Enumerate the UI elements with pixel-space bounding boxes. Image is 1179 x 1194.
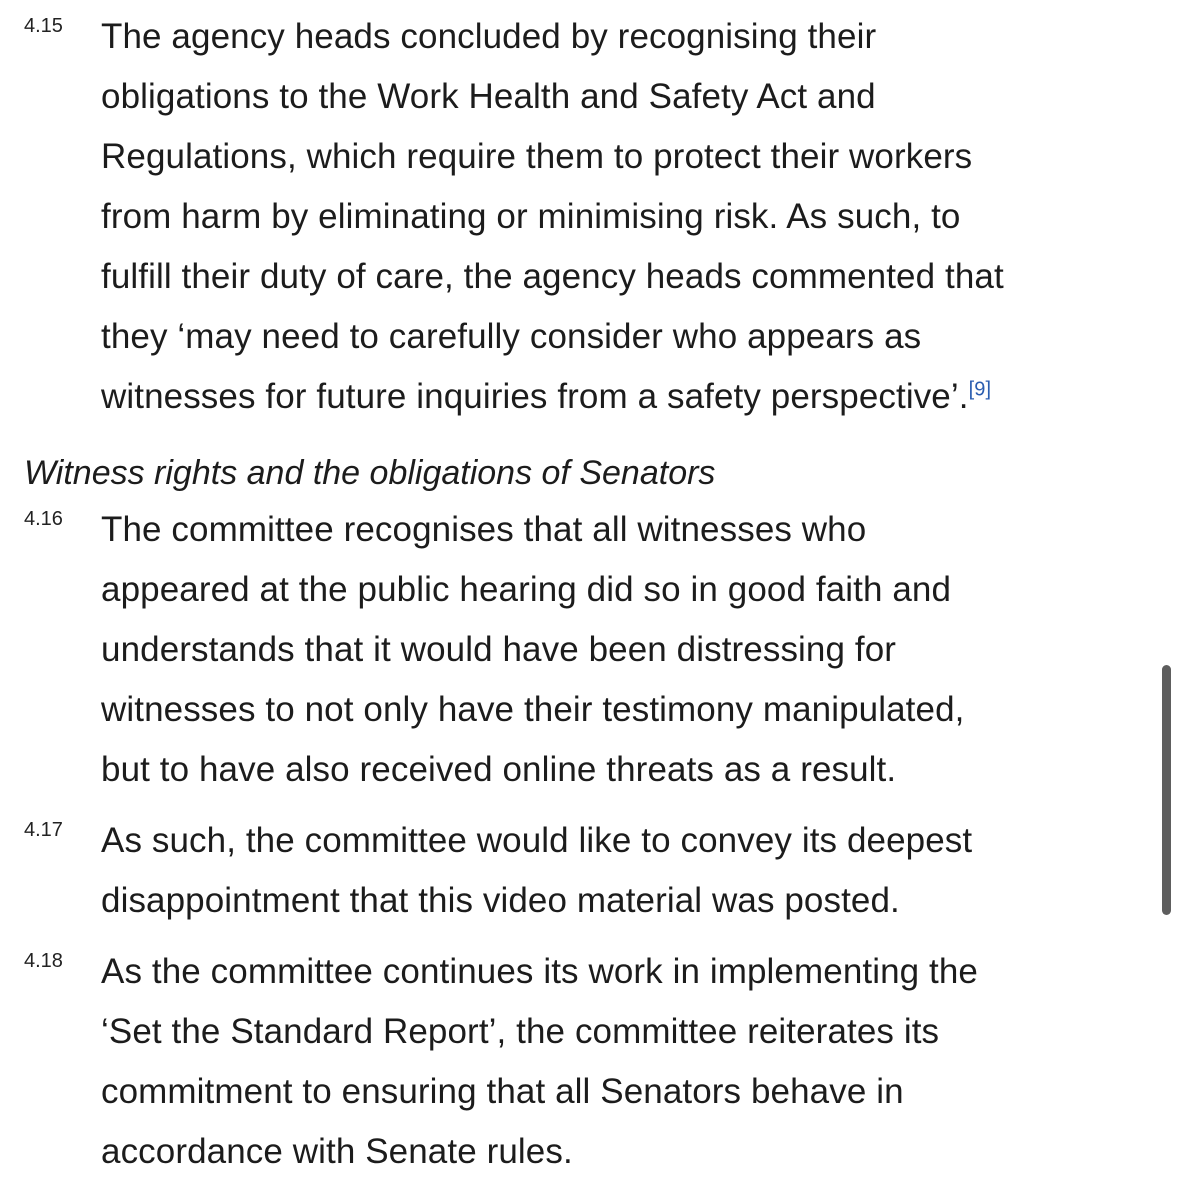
paragraph-line: from harm by eliminating or minimising risk. As such, to bbox=[101, 197, 961, 236]
paragraph-line: obligations to the Work Health and Safety Act and bbox=[101, 77, 876, 116]
paragraph-4-17 bbox=[0, 811, 1150, 931]
paragraph-line-with-footnote bbox=[101, 367, 1141, 427]
paragraph-line: but to have also received online threats as a result. bbox=[101, 750, 897, 789]
paragraph-text bbox=[101, 7, 1141, 427]
paragraph-line: Regulations, which require them to protect their workers bbox=[101, 137, 973, 176]
paragraph-4-15 bbox=[0, 7, 1150, 427]
paragraph-line: they ‘may need to carefully consider who appears as bbox=[101, 317, 922, 356]
paragraph-number: 4.17 bbox=[24, 819, 63, 841]
paragraph-line: appeared at the public hearing did so in good faith and bbox=[101, 570, 952, 609]
paragraph-4-18 bbox=[0, 942, 1150, 1182]
paragraph-text bbox=[101, 942, 1141, 1182]
paragraph-number: 4.16 bbox=[24, 508, 63, 530]
paragraph-number: 4.15 bbox=[24, 15, 63, 37]
paragraph-line: The committee recognises that all witnesses who bbox=[101, 510, 867, 549]
paragraph-line: commitment to ensuring that all Senators behave in bbox=[101, 1072, 904, 1111]
section-subheading: Witness rights and the obligations of Senators bbox=[24, 454, 716, 492]
paragraph-line: disappointment that this video material was posted. bbox=[101, 881, 900, 920]
paragraph-line: witnesses to not only have their testimony manipulated, bbox=[101, 690, 965, 729]
paragraph-text bbox=[101, 500, 1141, 800]
paragraph-line: ‘Set the Standard Report’, the committee reiterates its bbox=[101, 1012, 940, 1051]
paragraph-line: accordance with Senate rules. bbox=[101, 1132, 573, 1171]
paragraph-line: witnesses for future inquiries from a safety perspective’. bbox=[101, 377, 969, 416]
paragraph-line: The agency heads concluded by recognising their bbox=[101, 17, 877, 56]
paragraph-text bbox=[101, 811, 1141, 931]
paragraph-line: As such, the committee would like to convey its deepest bbox=[101, 821, 973, 860]
paragraph-line: understands that it would have been distressing for bbox=[101, 630, 897, 669]
paragraph-4-16 bbox=[0, 500, 1150, 800]
paragraph-line: As the committee continues its work in implementing the bbox=[101, 952, 978, 991]
paragraph-line: fulfill their duty of care, the agency heads commented that bbox=[101, 257, 1004, 296]
scrollbar-thumb[interactable] bbox=[1162, 665, 1171, 915]
paragraph-number: 4.18 bbox=[24, 950, 63, 972]
vertical-scrollbar[interactable] bbox=[1161, 0, 1173, 1194]
footnote-link[interactable]: [9] bbox=[968, 378, 992, 401]
